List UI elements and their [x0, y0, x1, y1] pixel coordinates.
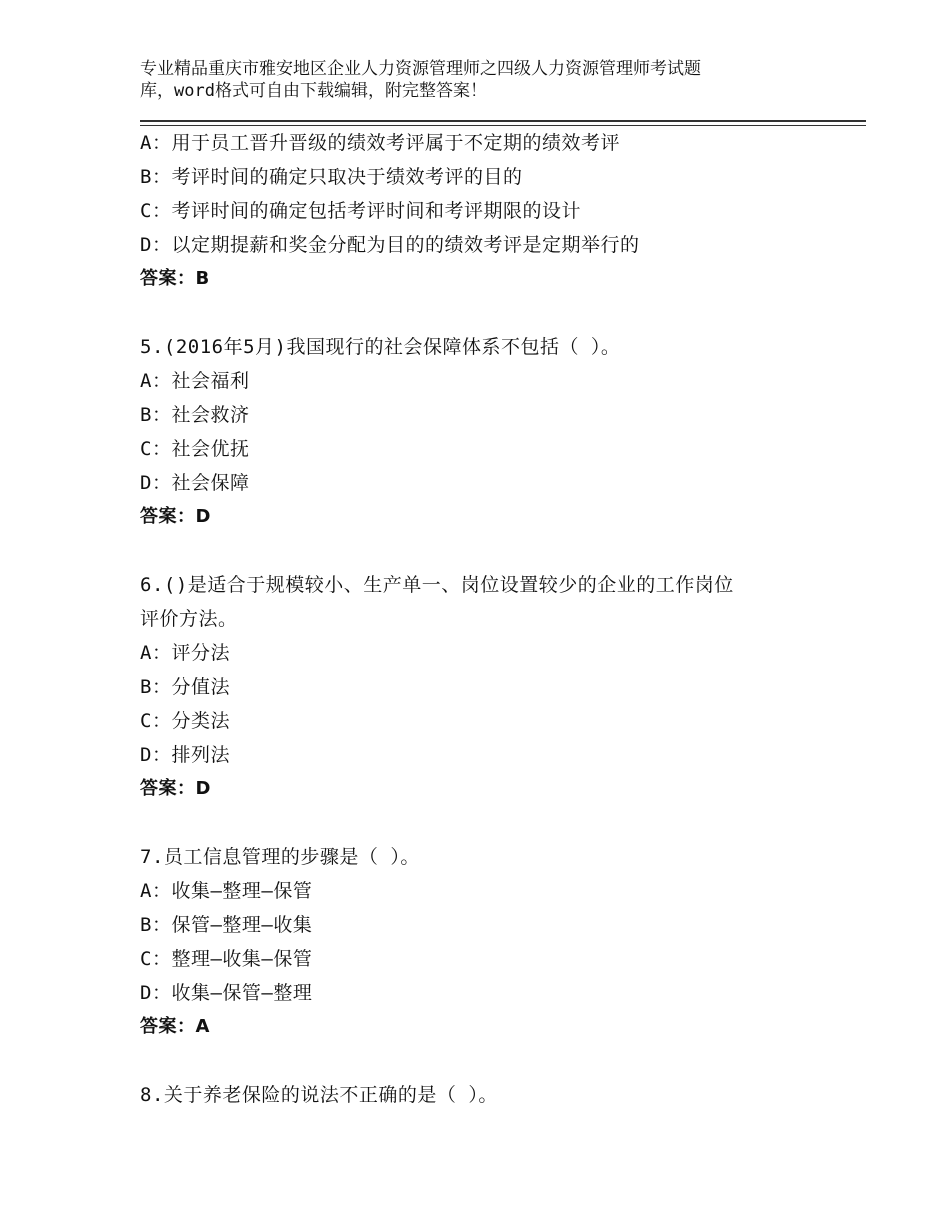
option-d: D：以定期提薪和奖金分配为目的的绩效考评是定期举行的 — [140, 234, 640, 256]
question-7 — [140, 840, 840, 1044]
question-8 — [140, 1078, 840, 1112]
question-6 — [140, 568, 840, 806]
header-line-2: 库，word格式可自由下载编辑，附完整答案！ — [140, 81, 487, 101]
option-d: D：收集—保管—整理 — [140, 982, 313, 1004]
header-rule-thick — [140, 120, 866, 122]
option-a: A：社会福利 — [140, 370, 250, 392]
spacer — [140, 1044, 840, 1078]
option-c: C：考评时间的确定包括考评时间和考评期限的设计 — [140, 200, 581, 222]
option-a: A：收集—整理—保管 — [140, 880, 313, 902]
question-stem: 8.关于养老保险的说法不正确的是（ ）。 — [140, 1084, 498, 1106]
answer: 答案：A — [140, 1016, 210, 1037]
answer: 答案：D — [140, 506, 211, 527]
spacer — [140, 296, 840, 330]
question-5 — [140, 330, 840, 534]
option-a: A：用于员工晋升晋级的绩效考评属于不定期的绩效考评 — [140, 132, 620, 154]
option-d: D：排列法 — [140, 744, 230, 766]
option-b: B：考评时间的确定只取决于绩效考评的目的 — [140, 166, 523, 188]
option-c: C：整理—收集—保管 — [140, 948, 313, 970]
question-list — [140, 126, 840, 1112]
spacer — [140, 806, 840, 840]
option-c: C：分类法 — [140, 710, 230, 732]
option-b: B：分值法 — [140, 676, 230, 698]
option-a: A：评分法 — [140, 642, 230, 664]
answer: 答案：B — [140, 268, 210, 289]
question-stem-line-1: 6.()是适合于规模较小、生产单一、岗位设置较少的企业的工作岗位 — [140, 574, 734, 596]
answer: 答案：D — [140, 778, 211, 799]
header-line-1: 专业精品重庆市雅安地区企业人力资源管理师之四级人力资源管理师考试题 — [140, 59, 701, 79]
question-stem: 5.(2016年5月)我国现行的社会保障体系不包括（ ）。 — [140, 336, 621, 358]
option-b: B：保管—整理—收集 — [140, 914, 313, 936]
option-d: D：社会保障 — [140, 472, 250, 494]
question-4 — [140, 126, 840, 296]
option-b: B：社会救济 — [140, 404, 250, 426]
spacer — [140, 534, 840, 568]
question-stem-line-2: 评价方法。 — [140, 608, 238, 630]
document-header — [140, 58, 820, 102]
option-c: C：社会优抚 — [140, 438, 250, 460]
question-stem: 7.员工信息管理的步骤是（ ）。 — [140, 846, 420, 868]
